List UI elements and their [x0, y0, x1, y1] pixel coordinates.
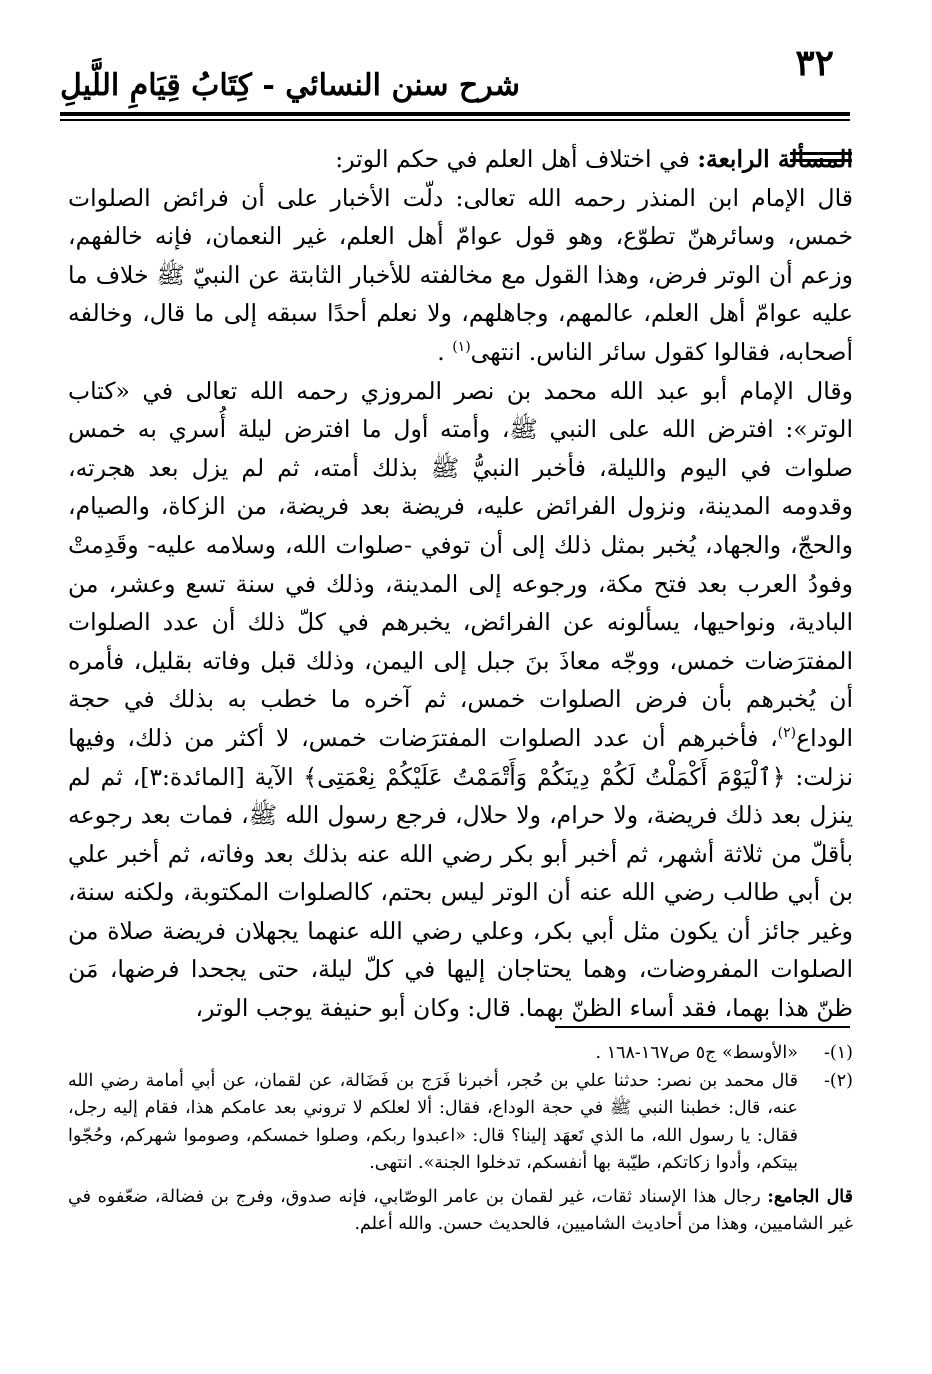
footnote-separator	[555, 1026, 850, 1028]
paragraph-2-text: قال الإمام ابن المنذر رحمه الله تعالى: دلّت الأخبار على أن فرائض الصلوات خمس، وسائرهنّ تطوّع، وهو قول عوامّ أهل العلم، غير النعمان، فإنه خالفهم، وزعم أن الوتر فرض، وهذا القول مع مخالفته للأخبار الثابتة عن النبيّ ﷺ خلاف ما عليه عوامّ أهل العلم، عالمهم، وجاهلهم، ولا نعلم أحدًا سبقه إلى ما قال، وخالفه أصحابه، فقالوا كقول سائر الناس. انتهى	[68, 183, 853, 366]
paragraph-3	[68, 372, 853, 1028]
header-rule-thin	[60, 119, 850, 121]
page-header	[60, 48, 850, 128]
footnotes	[68, 1040, 853, 1239]
paragraph-3-text-a: وقال الإمام أبو عبد الله محمد بن نصر المروزي رحمه الله تعالى في «كتاب الوتر»: افترض الله على النبي ﷺ، وأمته أول ما افترض ليلة أُسري به خمس صلوات في اليوم والليلة، فأخبر النبيُّ ﷺ بذلك أمته، ثم لم يزل بعد هجرته، وقدومه المدينة، ونزول الفرائض عليه، فريضة بعد فريضة، من الزكاة، والصيام، والحجّ، والجهاد، يُخبر بمثل ذلك إلى أن توفي -صلوات الله، وسلامه عليه- وقَدِمتْ وفودُ العرب بعد فتح مكة، ورجوعه إلى المدينة، وذلك في سنة تسع وعشر، من البادية، ونواحيها، يسألونه عن الفرائض، يخبرهم في كلّ ذلك أن عدد الصلوات المفترَضات خمس، ووجّه معاذَ بنَ جبل إلى اليمن، وذلك قبل وفاته بقليل، فأمره أن يُخبرهم بأن فرض الصلوات خمس، ثم آخره ما خطب به بذلك في حجة الوداع	[68, 376, 853, 752]
paragraph-2-end: .	[437, 337, 453, 366]
header-rule-thick	[60, 112, 850, 116]
section-heading-text: في اختلاف أهل العلم في حكم الوتر:	[335, 145, 698, 173]
footnote-2-number: (٢)-	[824, 1070, 853, 1091]
footnote-1-number: (١)-	[824, 1043, 853, 1063]
running-head: شرح سنن النسائي - كِتَابُ قِيَامِ اللَّيلِ	[60, 68, 520, 103]
paragraph-1	[68, 140, 853, 179]
footnote-1	[68, 1040, 853, 1068]
page-number: ٣٢	[795, 42, 834, 84]
footnote-ref-1: (١)	[452, 339, 471, 356]
section-heading: المسألة الرابعة:	[697, 145, 853, 173]
jami-note	[68, 1184, 853, 1239]
footnote-2	[68, 1068, 853, 1178]
jami-text: رجال هذا الإسناد ثقات، غير لقمان بن عامر الوصّابي، فإنه صدوق، وفرج بن فضالة، ضعّفوه في غير الشاميين، وهذا من أحاديث الشاميين، فالحديث حسن. والله أعلم.	[68, 1186, 853, 1234]
jami-label: قال الجامع:	[767, 1186, 853, 1207]
footnote-2-text: قال محمد بن نصر: حدثنا علي بن حُجر، أخبرنا فَرَج بن فَضَالة، عن لقمان، عن أبي أمامة رضي الله عنه، قال: خطبنا النبي ﷺ في حجة الوداع، فقال: ألا لعلكم لا تروني بعد عامكم هذا، فقام إليه رجل، فقال: يا رسول الله، ما الذي تَعهَد إلينا؟ قال: «اعبدوا ربكم، وصلوا خمسكم، وصوموا شهركم، وحُجّوا بيتكم، وأدوا زكاتكم، طيّبة بها أنفسكم، تدخلوا الجنة». انتهى.	[68, 1070, 798, 1173]
paragraph-3-text-b: ، فأخبرهم أن عدد الصلوات المفترَضات خمس، لا أكثر من ذلك، وفيها نزلت: ﴿ٱلْيَوْمَ أَكْمَلْتُ لَكُمْ دِينَكُمْ وَأَتْمَمْتُ عَلَيْكُمْ نِعْمَتِى﴾ الآية [المائدة:٣]، ثم لم ينزل بعد ذلك فريضة، ولا حرام، ولا حلال، فرجع رسول الله ﷺ، فمات بعد رجوعه بأقلّ من ثلاثة أشهر، ثم أخبر أبو بكر رضي الله عنه بذلك بعد وفاته، ثم أخبر علي بن أبي طالب رضي الله عنه أن الوتر ليس بحتم، كالصلوات المكتوبة، ولكنه سنة، وغير جائز أن يكون مثل أبي بكر، وعلي رضي الله عنهما يجهلان فريضة صلاة من الصلوات المفروضات، وهما يحتاجان إليها في كلّ ليلة، حتى يجحدا فرضها، مَن ظنّ هذا بهما، فقد أساء الظنّ بهما. قال: وكان أبو حنيفة يوجب الوتر،	[68, 723, 854, 1023]
footnote-1-text: «الأوسط» ج٥ ص١٦٧-١٦٨ .	[595, 1043, 798, 1063]
footnote-ref-2: (٢)	[777, 725, 797, 742]
main-text	[68, 140, 853, 1028]
paragraph-2	[68, 179, 853, 372]
